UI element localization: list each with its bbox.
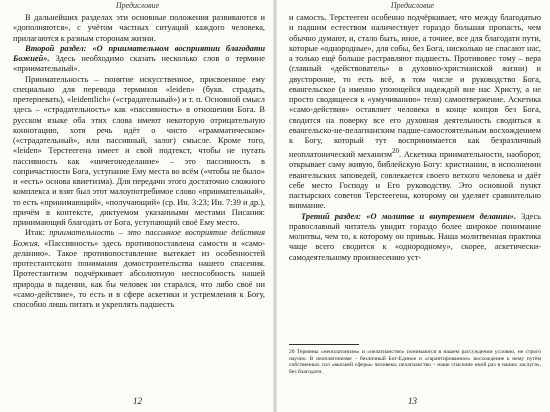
paragraph-term-definition: Приимательность – понятие искусственное, присвоенное ему специально для перевода терминов «leiden» (букв. страдать, претерпевать), «leidentlich» («страдательный») и т. п. Основной смысл здесь – «страдательность» как «пассивность» в отношении Бога. В русском языке оба этих слова имеют некоторую отрицательную коннотацию, хотя речь идёт о чисто «грамматическом» («страдательный», или пассивный, залог) смысле. Кроме того, «leiden» Терстеегена имеет и свой подтекст, чтобы не путать пассивность как «ничегонеделание» – это пассивность в сопричастности Бога, уступание Ему места во всём («чтобы не было» и «есть» основа квиетизма). Для передачи этого достаточно сложного комплекса и взят был этот малоупотребимое слово «приимательный», то есть «принимающий», «получающий» (ср. Ин. 3:23; Ин. 7:39 и др.), причём в контексте, диктуемом указанными местами Писания: принимающий благодать от Бога, уступающий своё Ему место.: [13, 74, 265, 227]
page-number-right: 13: [408, 396, 417, 406]
right-page-body: [289, 13, 541, 263]
section-3-text: Здесь православный читатель увидит гораздо более широкое понимание молитвы, чем то, к которому он привык. Наша молитвенная практика чаще всего сводится к «однородному», скорее, аскетически-самодеятельному произнесению уст-: [289, 211, 541, 262]
paragraph-continued: [289, 13, 541, 212]
continued-text-end: . Аскетика приимательности, наоборот, открывает саму живую, библейскую Богу: христианин, в исполнении евангельских заповедей, совлекается своего ветхого человека и даёт себе место Господу и Его руководству. Это основной пункт пастырских советов Терстеегена, которому он уделяет сравнительно внимание.: [289, 150, 541, 211]
right-page: [275, 0, 550, 412]
paragraph-section-2: [13, 44, 265, 75]
left-page-body: [13, 13, 265, 310]
section-2-text: Здесь необходимо сказать несколько слов о термине «приимательный».: [13, 54, 265, 74]
section-2-heading: Второй раздел: «О приимательном восприятии благодати Божией».: [13, 43, 265, 63]
running-head-right: Предисловие: [390, 1, 435, 10]
paragraph-section-3: [289, 212, 541, 263]
summary-lead: Итак:: [25, 228, 50, 238]
summary-text: «Пассивность» здесь противопоставлена самости и «само-деланию». Такое противопоставление вытекает из особенностей протестантского понимания домостроительства нашего спасения. Протестантизм подчёркивает абсолютную неспособность нашей природы в падении, как бы человек ни старался, что либо своё ни «само-действие», то есть и в сфере аскетики и устремления к Богу, способно лишь питать и укреплять падшесть: [13, 238, 265, 309]
footnote-divider: [289, 344, 359, 345]
paragraph-summary: [13, 228, 265, 310]
footnote-marker: 20: [392, 147, 399, 156]
summary-definition: приимательность – это пассивное восприятие действия Божия.: [13, 228, 265, 248]
paragraph-intro: В дальнейших разделах эти основные положения развиваются и «дополняются», с учётом частных ситуаций каждого человека, прилагаются к разным сторонам жизни.: [13, 13, 265, 43]
continued-text: и самость. Терстееген особенно подчёркивает, что между благодатью и падшим естеством наличествует гораздо большая пропасть, чем обычно думают, и, стало быть, иное, а точнее, все для благодати пути, которые «однородные», для собы, без Бога, нисколько не спасают нас, а только ещё больше растравляют падшесть. Противовес тому – вера (главный «действователь» в духовно-христианской жизни) и двусторонне, то есть всё, в том числе и руководство Бога, евангельское (а именно упоющейся надеждой вне нас Христу, а не просто сводящееся к «умучиванию» тела) самоотвержение. Аскетика «само-действия» оставляет человека в конце концов без Бога, сводится на поверку все его духовная деятельность сводиться к евангельско-не-пелагианским падше-самостоятельным восхождением к Богу, который тут воспринимается как безразличный неоплатонический механизм: [289, 13, 541, 160]
running-head-left: Предисловие: [115, 1, 160, 10]
section-3-heading: Третий раздел: «О молитве и внутреннем делании».: [301, 211, 517, 221]
footnote: 20 Термины «неоплатонизм» и «пелагианство» понимаются в нашем рассуждении условно, не строго научно. В неоплатонизме – безличный Бог-Единое и «гарантированное» восхождение к нему путём собственных сил «высшей сферы» человека; пелагианство – наше спасение иной раз в наших заслугах, без благодати.: [289, 349, 541, 376]
page-number-left: 12: [133, 396, 142, 406]
